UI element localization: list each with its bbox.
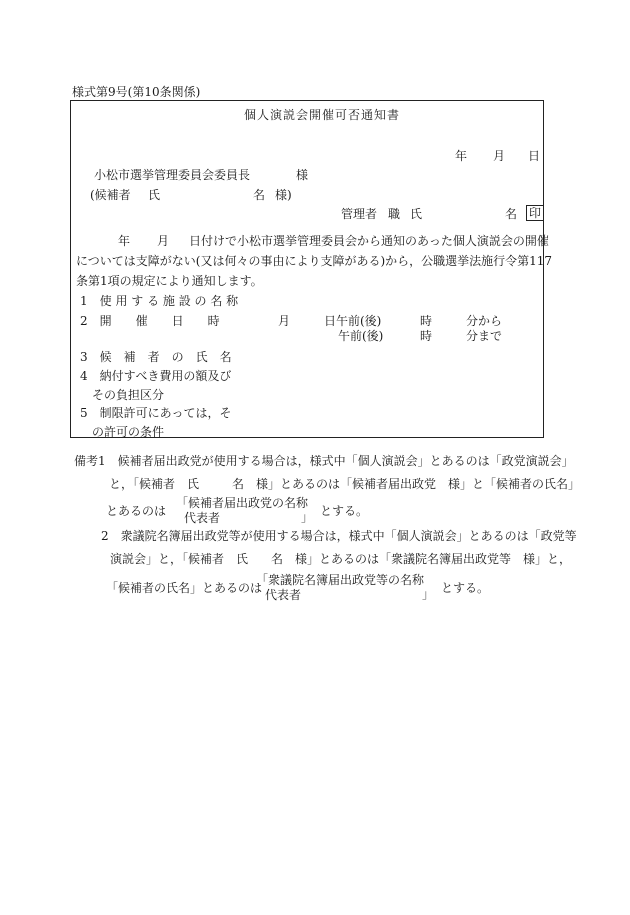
item-4-line1: 4 納付すべき費用の額及び (80, 369, 232, 383)
candidate-open: (候補者 (90, 188, 131, 202)
remark-2-line1: 2 衆議院名簿届出政党等が使用する場合は，様式中「個人演説会」とあるのは「政党等 (101, 529, 577, 543)
document-title: 個人演説会開催可否通知書 (244, 108, 401, 122)
remark-2-line3b: とする。 (441, 581, 490, 595)
remark-1-brace-close: 」 (301, 510, 314, 524)
form-number: 様式第9号(第10条関係) (72, 85, 201, 99)
body-line3: 条第1項の規定により通知します。 (76, 274, 263, 288)
item-4-line2: その負担区分 (92, 388, 165, 402)
remark-2-brace-top: 「衆議院名簿届出政党等の名称 (256, 573, 425, 587)
item-2-hour2: 時 (420, 329, 433, 343)
sender-shoku: 職 (388, 207, 401, 221)
candidate-sama: 様) (275, 188, 292, 202)
body-year: 年 (118, 234, 131, 248)
remark-1-brace-top: 「候補者届出政党の名称 (176, 496, 309, 510)
date-month: 月 (493, 149, 506, 163)
date-year: 年 (455, 149, 468, 163)
remark-2-line2a: 演説会」と，「候補者 氏 (110, 552, 249, 566)
body-line2: については支障がない(又は何々の事由により支障がある)から，公職選挙法施行令第117 (76, 254, 553, 268)
remark-1-line2a: と，「候補者 氏 (109, 477, 200, 491)
item-1: 1 使 用 す る 施 設 の 名 称 (80, 294, 239, 308)
remark-1-brace-bottom: 代表者 (184, 511, 221, 525)
remark-2-line2b: 名 様」とあるのは「衆議院名簿届出政党等 様」と， (271, 552, 572, 566)
item-2-day2: 午前(後) (338, 329, 384, 343)
sender-label: 管理者 (341, 207, 378, 221)
remark-2-line3a: 「候補者の氏名」とあるのは (106, 581, 263, 595)
remark-1-line2b: 名 様」とあるのは「候補者届出政党 様」と「候補者の氏名」 (232, 477, 581, 491)
remark-2-brace-close: 」 (422, 587, 435, 601)
sender-mei: 名 (505, 207, 518, 221)
item-2-month: 月 (278, 314, 291, 328)
addressee-committee: 小松市選挙管理委員会委員長 (94, 168, 251, 182)
addressee-sama: 様 (296, 168, 309, 182)
item-2-from: 分から (466, 314, 503, 328)
item-2-label: 2 開 催 日 時 (80, 314, 220, 328)
item-3: 3 候 補 者 の 氏 名 (80, 350, 232, 364)
remark-2-brace-bottom: 代表者 (265, 588, 302, 602)
item-5-line1: 5 制限許可にあっては，そ (80, 406, 232, 420)
body-month: 月 (157, 234, 170, 248)
remark-1-line1: 備考1 候補者届出政党が使用する場合は，様式中「個人演説会」とあるのは「政党演説会」 (74, 454, 574, 468)
item-5-line2: の許可の条件 (92, 425, 165, 439)
remark-1-line3b: とする。 (320, 504, 369, 518)
seal-mark (522, 205, 544, 221)
sender-shi: 氏 (410, 207, 423, 221)
item-2-day: 日午前(後) (324, 314, 382, 328)
candidate-shi: 氏 (148, 188, 161, 202)
body-line1: 日付けで小松市選挙管理委員会から通知のあった個人演説会の開催 (189, 234, 549, 248)
candidate-mei: 名 (253, 188, 266, 202)
item-2-to: 分まで (466, 329, 503, 343)
remark-1-line3a: とあるのは (106, 504, 167, 518)
seal-label: 印 (526, 205, 544, 221)
date-day: 日 (528, 149, 541, 163)
item-2-hour: 時 (420, 314, 433, 328)
